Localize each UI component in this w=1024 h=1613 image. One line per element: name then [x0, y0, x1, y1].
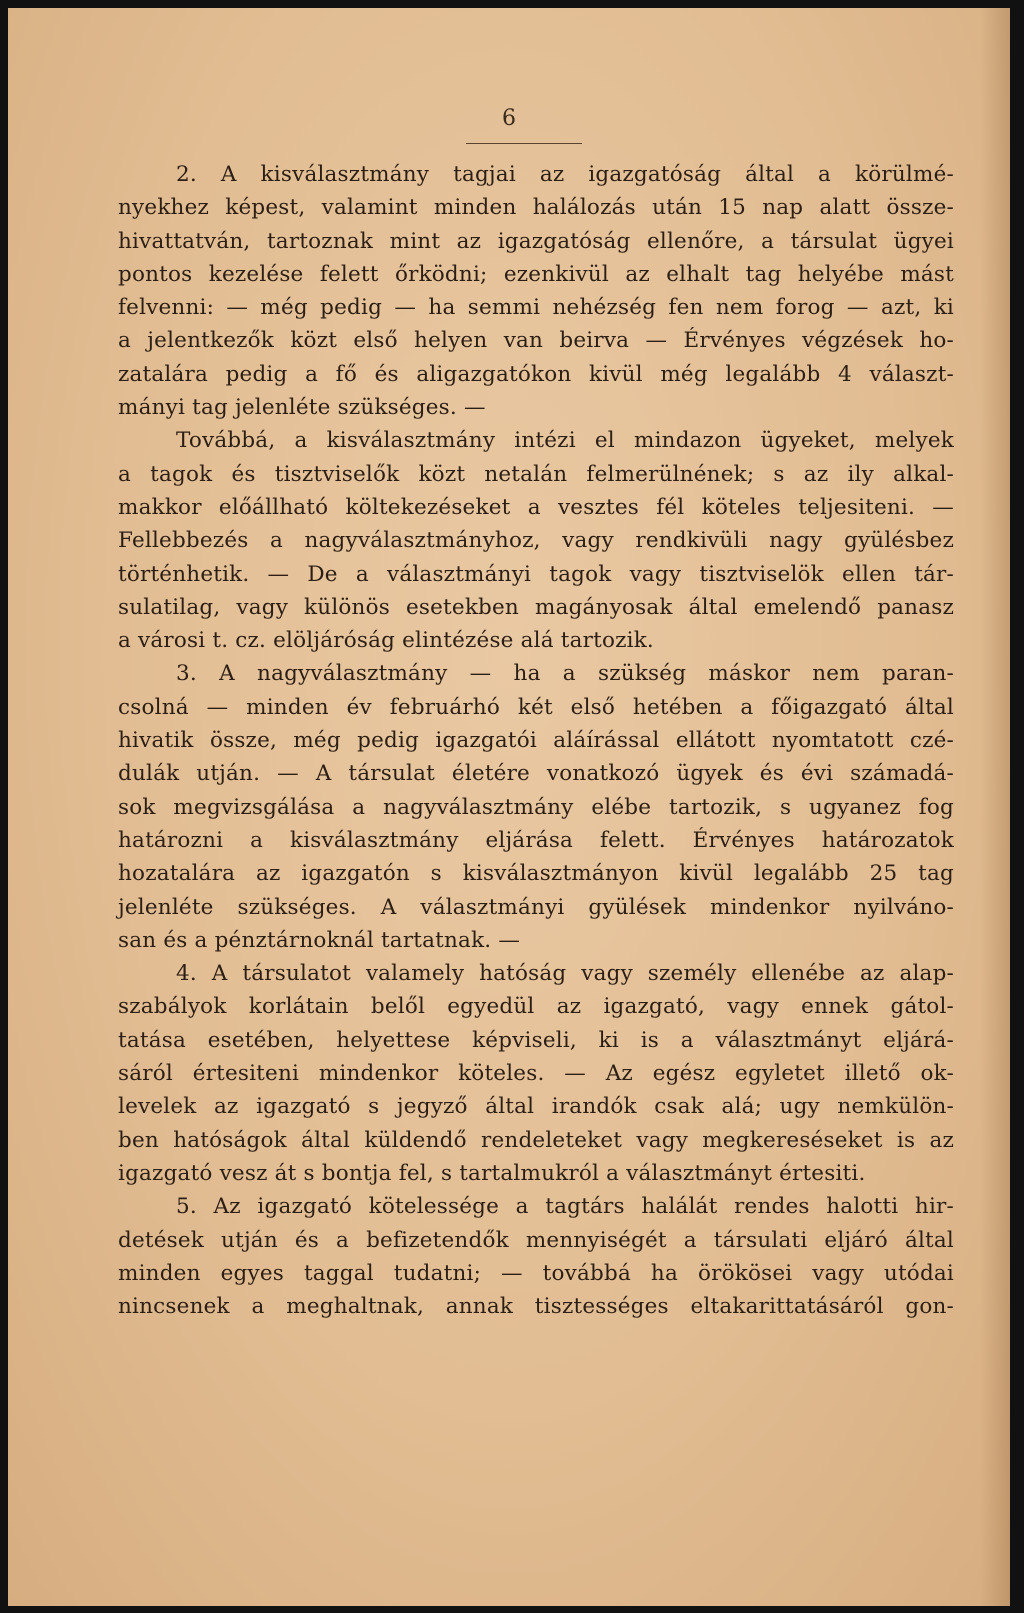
- text-line: történhetik. — De a választmányi tagok vagy tisztviselök ellen tár-: [118, 561, 954, 587]
- text-line: a jelentkezők közt első helyen van beirva — Érvényes végzések ho-: [118, 328, 954, 354]
- text-line: Fellebbezés a nagyválasztmányhoz, vagy rendkivüli nagy gyülésbez: [118, 528, 954, 554]
- text-line: ben hatóságok által küldendő rendeleteket vagy megkereséseket is az: [118, 1127, 954, 1153]
- text-line: 2. A kisválasztmány tagjai az igazgatóság által a körülmé-: [176, 162, 954, 187]
- text-line: jelenléte szükséges. A választmányi gyülések mindenkor nyilváno-: [118, 894, 954, 920]
- text-line: felvenni: — még pedig — ha semmi nehézség fen nem forog — azt, ki: [118, 295, 954, 321]
- text-line: zatalára pedig a fő és aligazgatókon kivül még legalább 4 választ-: [118, 361, 954, 387]
- text-line: minden egyes taggal tudatni; — továbbá ha örökösei vagy utódai: [118, 1260, 954, 1286]
- text-line: hivattatván, tartoznak mint az igazgatóság ellenőre, a társulat ügyei: [118, 228, 954, 254]
- text-line: szabályok korlátain belől egyedül az igazgató, vagy ennek gátol-: [118, 994, 954, 1020]
- text-line: levelek az igazgató s jegyző által irandók csak alá; ugy nemkülön-: [118, 1094, 954, 1120]
- text-line: 4. A társulatot valamely hatóság vagy személy ellenébe az alap-: [176, 961, 954, 987]
- document-page: [8, 8, 1010, 1606]
- text-line: nincsenek a meghaltnak, annak tisztességes eltakarittatásáról gon-: [118, 1294, 954, 1320]
- page-number: 6: [502, 106, 516, 131]
- text-line: sok megvizsgálása a nagyválasztmány elébe tartozik, s ugyanez fog: [118, 794, 954, 820]
- text-line: mányi tag jelenléte szükséges. —: [118, 395, 486, 421]
- text-line: tatása esetében, helyettese képviseli, ki is a választmányt eljárá-: [118, 1027, 954, 1053]
- text-line: sulatilag, vagy különös esetekben magányosak által emelendő panasz: [118, 594, 954, 620]
- text-line: határozni a kisválasztmány eljárása felett. Érvényes határozatok: [118, 827, 954, 853]
- text-line: 5. Az igazgató kötelessége a tagtárs halálát rendes halotti hir-: [176, 1194, 954, 1220]
- text-line: Továbbá, a kisválasztmány intézi el mindazon ügyeket, melyek: [176, 428, 954, 454]
- text-line: detések utján és a befizetendők mennyiségét a társulati eljáró által: [118, 1227, 954, 1253]
- text-line: pontos kezelése felett őrködni; ezenkivül az elhalt tag helyébe mást: [118, 261, 954, 287]
- text-line: san és a pénztárnoknál tartatnak. —: [118, 927, 521, 953]
- text-line: sáról értesiteni mindenkor köteles. — Az egész egyletet illető ok-: [118, 1061, 954, 1087]
- page-edge-shadow: [980, 8, 1010, 1606]
- body-text: [118, 158, 954, 1323]
- text-line: csolná — minden év februárhó két első hetében a főigazgató által: [118, 694, 954, 720]
- text-line: hivatik össze, még pedig igazgatói aláírással ellátott nyomtatott czé-: [118, 728, 954, 754]
- text-line: 3. A nagyválasztmány — ha a szükség máskor nem paran-: [176, 661, 954, 687]
- text-line: a városi t. cz. elöljáróság elintézése alá tartozik.: [118, 628, 654, 654]
- header-rule: [466, 143, 582, 144]
- text-line: makkor előállható költekezéseket a vesztes fél köteles teljesiteni. —: [118, 494, 954, 520]
- text-line: a tagok és tisztviselők közt netalán felmerülnének; s az ily alkal-: [118, 461, 954, 487]
- text-line: igazgató vesz át s bontja fel, s tartalmukról a választmányt értesiti.: [118, 1160, 866, 1186]
- text-line: dulák utján. — A társulat életére vonatkozó ügyek és évi számadá-: [118, 761, 954, 787]
- text-line: hozatalára az igazgatón s kisválasztmányon kivül legalább 25 tag: [118, 861, 954, 887]
- text-line: nyekhez képest, valamint minden halálozás után 15 nap alatt össze-: [118, 195, 954, 221]
